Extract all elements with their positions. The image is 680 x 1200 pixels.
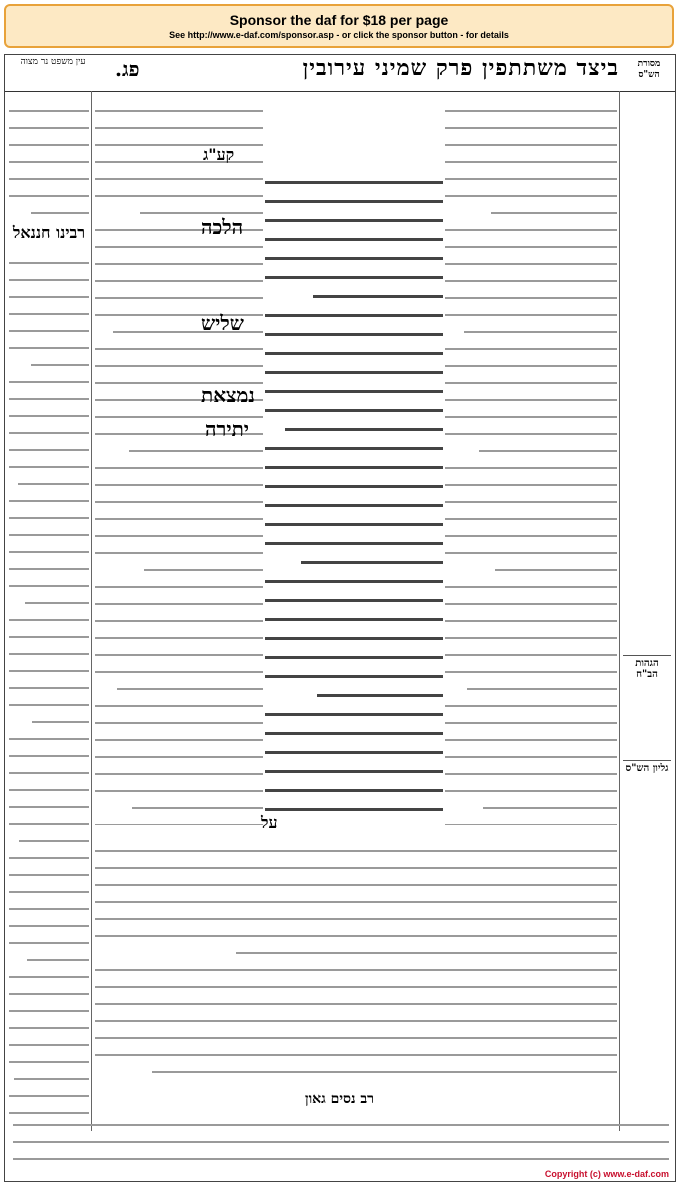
text-line <box>265 455 443 469</box>
text-line <box>95 542 263 554</box>
text-line <box>445 627 617 639</box>
text-line <box>445 542 617 554</box>
text-line <box>445 746 617 758</box>
text-line <box>95 474 263 486</box>
text-line <box>9 847 89 859</box>
text-line <box>95 134 263 146</box>
text-line <box>265 797 443 811</box>
text-line <box>265 474 443 488</box>
text-line <box>95 814 263 825</box>
text-line <box>445 525 617 537</box>
text-line <box>265 778 443 792</box>
text-line <box>445 100 617 112</box>
text-line <box>445 780 617 792</box>
text-line <box>265 645 443 659</box>
text-line <box>95 644 263 656</box>
text-line <box>445 576 617 588</box>
text-line <box>95 100 263 112</box>
text-line <box>9 1034 89 1046</box>
text-line <box>445 474 617 486</box>
text-line <box>445 304 617 316</box>
rashi-column <box>95 95 263 825</box>
text-line <box>265 588 443 602</box>
text-line <box>95 959 617 971</box>
mesoret-hashas-label: מסורת הש"ס <box>637 59 661 80</box>
text-line <box>95 891 617 903</box>
text-line <box>9 439 89 451</box>
page-header <box>5 55 675 92</box>
ein-mishpat-label: עין משפט נר מצוה <box>20 57 86 67</box>
text-line <box>265 759 443 773</box>
text-line <box>445 610 617 622</box>
talmud-page <box>4 54 676 1182</box>
text-line <box>95 746 263 758</box>
text-line <box>9 320 89 332</box>
text-line <box>445 661 617 673</box>
text-line <box>25 592 89 604</box>
text-line <box>265 170 443 184</box>
text-line <box>95 287 263 299</box>
text-line <box>9 286 89 298</box>
text-line <box>9 915 89 927</box>
text-line <box>467 678 617 690</box>
text-line <box>9 422 89 434</box>
text-line <box>479 440 617 452</box>
text-line <box>445 644 617 656</box>
text-line <box>95 491 263 503</box>
mishnah-marker: קע"ג <box>203 145 235 164</box>
text-line <box>9 864 89 876</box>
text-line <box>18 473 89 485</box>
text-line <box>9 337 89 349</box>
right-rule <box>619 91 620 1131</box>
text-line <box>95 729 263 741</box>
sponsor-banner[interactable] <box>4 4 674 48</box>
text-line <box>9 626 89 638</box>
text-line <box>265 607 443 621</box>
text-line <box>9 694 89 706</box>
text-line <box>9 558 89 570</box>
text-line <box>9 745 89 757</box>
text-line <box>95 457 263 469</box>
text-line <box>265 379 443 393</box>
gemara-column <box>265 165 443 825</box>
sponsor-subtitle: See http://www.e-daf.com/sponsor.asp - or click the sponsor button - for details <box>169 30 509 40</box>
text-line <box>95 857 617 869</box>
left-rule <box>91 91 92 1131</box>
text-line <box>9 575 89 587</box>
text-line <box>495 559 617 571</box>
text-line <box>445 491 617 503</box>
text-line <box>483 797 617 809</box>
text-line <box>265 702 443 716</box>
text-line <box>95 355 263 367</box>
text-line <box>445 593 617 605</box>
text-line <box>265 626 443 640</box>
text-line <box>445 423 617 435</box>
text-line <box>95 525 263 537</box>
text-line <box>9 728 89 740</box>
text-line <box>95 1078 617 1085</box>
text-line <box>9 762 89 774</box>
text-line <box>9 303 89 315</box>
text-line <box>9 507 89 519</box>
text-line <box>95 1044 617 1056</box>
text-line <box>14 1068 89 1080</box>
text-line <box>95 627 263 639</box>
text-line <box>95 840 617 852</box>
text-line <box>288 816 443 825</box>
text-line <box>445 270 617 282</box>
text-line <box>95 185 263 197</box>
text-line <box>445 729 617 741</box>
text-line <box>9 677 89 689</box>
text-line <box>464 321 617 333</box>
text-line <box>445 763 617 775</box>
text-line <box>445 185 617 197</box>
text-line <box>95 925 617 937</box>
nimtzeit-word: נמצאת <box>201 383 255 407</box>
text-line <box>9 881 89 893</box>
text-line <box>13 1131 669 1143</box>
text-line <box>31 354 89 366</box>
text-line <box>445 287 617 299</box>
text-line <box>95 593 263 605</box>
text-line <box>95 661 263 673</box>
text-line <box>117 678 263 690</box>
text-line <box>445 457 617 469</box>
text-line <box>9 168 89 180</box>
text-line <box>9 898 89 910</box>
text-line <box>491 202 617 214</box>
text-line <box>265 303 443 317</box>
text-line <box>9 490 89 502</box>
text-line <box>32 711 89 723</box>
text-line <box>236 942 617 954</box>
yetera-word: יתירה <box>205 417 250 441</box>
text-line <box>445 372 617 384</box>
text-line <box>140 202 263 214</box>
copyright-notice[interactable]: Copyright (c) www.e-daf.com <box>544 1169 669 1179</box>
text-line <box>9 252 89 264</box>
shelish-word: שליש <box>201 311 244 335</box>
gilyon-label: גליון הש"ס <box>623 760 671 774</box>
text-line <box>265 398 443 412</box>
text-line <box>445 134 617 146</box>
text-line <box>445 406 617 418</box>
text-line <box>95 168 263 180</box>
tosafot-column <box>445 95 617 825</box>
text-line <box>9 269 89 281</box>
text-line <box>9 1017 89 1029</box>
text-line <box>144 559 263 571</box>
text-line <box>445 338 617 350</box>
text-line <box>95 908 617 920</box>
text-line <box>445 712 617 724</box>
text-line <box>445 389 617 401</box>
text-line <box>31 202 89 214</box>
rav-nissim-gaon-column <box>13 1109 669 1173</box>
rav-nissim-gaon-heading: רב נסים גאון <box>305 1091 375 1107</box>
text-line <box>152 1061 617 1073</box>
text-line <box>95 576 263 588</box>
text-line <box>9 983 89 995</box>
text-line <box>95 712 263 724</box>
text-line <box>265 360 443 374</box>
text-line <box>95 976 617 988</box>
text-line <box>285 417 443 431</box>
text-line <box>9 1085 89 1097</box>
text-line <box>9 779 89 791</box>
text-line <box>13 1148 669 1160</box>
text-line <box>265 322 443 336</box>
text-line <box>265 341 443 355</box>
text-line <box>265 569 443 583</box>
page-title: ביצד משתתפין פרק שמיני עירובין <box>302 55 619 81</box>
text-line <box>9 1000 89 1012</box>
text-line <box>13 1114 669 1126</box>
text-line <box>19 830 89 842</box>
text-line <box>445 814 617 825</box>
text-line <box>445 695 617 707</box>
text-line <box>265 227 443 241</box>
text-line <box>9 456 89 468</box>
text-line <box>445 508 617 520</box>
text-line <box>9 813 89 825</box>
text-line <box>9 405 89 417</box>
text-line <box>9 100 89 112</box>
text-line <box>95 780 263 792</box>
text-line <box>9 966 89 978</box>
halacha-word: הלכה <box>201 215 244 239</box>
text-line <box>9 117 89 129</box>
text-line <box>265 721 443 735</box>
text-line <box>95 338 263 350</box>
text-line <box>265 493 443 507</box>
text-line <box>445 253 617 265</box>
text-line <box>9 541 89 553</box>
text-line <box>445 168 617 180</box>
text-line <box>265 208 443 222</box>
text-line <box>95 610 263 622</box>
text-line <box>95 695 263 707</box>
text-line <box>95 253 263 265</box>
text-line <box>265 189 443 203</box>
text-line <box>265 265 443 279</box>
text-line <box>9 796 89 808</box>
sponsor-title[interactable]: Sponsor the daf for $18 per page <box>229 12 449 28</box>
text-line <box>95 874 617 886</box>
text-line <box>445 151 617 163</box>
text-line <box>265 512 443 526</box>
text-line <box>445 355 617 367</box>
text-line <box>445 117 617 129</box>
text-line <box>9 609 89 621</box>
text-line <box>301 550 443 564</box>
text-line <box>9 371 89 383</box>
text-line <box>265 664 443 678</box>
rabbenu-chananel-heading: רבינו חננאל <box>12 223 86 242</box>
text-line <box>95 1010 617 1022</box>
text-line <box>95 993 617 1005</box>
text-line <box>95 117 263 129</box>
text-line <box>9 134 89 146</box>
text-line <box>95 508 263 520</box>
text-line <box>9 388 89 400</box>
text-line <box>265 246 443 260</box>
hagahot-label: הגהות הב"ח <box>623 655 671 680</box>
text-line <box>95 151 263 163</box>
text-line <box>95 270 263 282</box>
ein-mishpat-column <box>9 95 89 215</box>
text-line <box>9 660 89 672</box>
text-line <box>445 236 617 248</box>
text-line <box>317 683 443 697</box>
text-line <box>9 932 89 944</box>
text-line <box>95 763 263 775</box>
rabbenu-chananel-column <box>9 247 89 1127</box>
text-line <box>132 797 263 809</box>
text-line <box>9 524 89 536</box>
text-line <box>27 949 89 961</box>
text-line <box>9 1051 89 1063</box>
bottom-commentary <box>95 835 617 1085</box>
text-line <box>9 151 89 163</box>
text-line <box>265 436 443 450</box>
text-line <box>95 1027 617 1039</box>
mesoret-column <box>623 95 671 1125</box>
text-line <box>9 643 89 655</box>
text-line <box>313 284 443 298</box>
al-word: על <box>261 813 278 832</box>
text-line <box>9 185 89 197</box>
text-line <box>445 219 617 231</box>
daf-number: פג. <box>115 57 140 81</box>
text-line <box>265 740 443 754</box>
text-line <box>265 531 443 545</box>
